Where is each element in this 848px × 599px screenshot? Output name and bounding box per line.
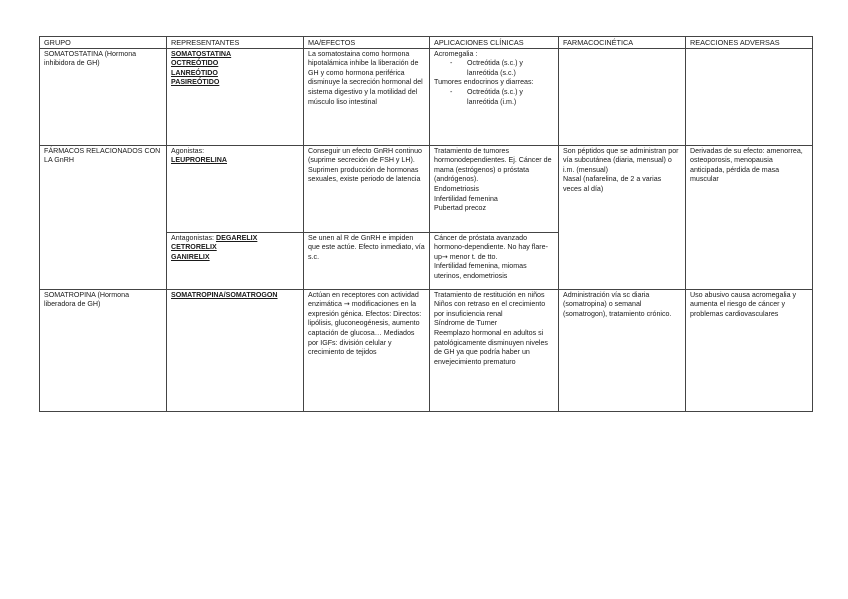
header-row [40, 37, 813, 49]
arrow-icon: → [343, 300, 350, 309]
cell-aplicaciones [430, 48, 559, 145]
cell-grupo: SOMATROPINA (Hormona liberadora de GH) [40, 289, 167, 411]
cell-representantes [167, 48, 304, 145]
cell-aplicaciones [430, 289, 559, 411]
apl-heading: Acromegalia : [434, 49, 478, 58]
apl-heading: Tumores endocrinos y diarreas: [434, 78, 534, 87]
agonistas-label: Agonistas: [171, 146, 205, 155]
antagonistas-line [171, 234, 299, 244]
header-representantes: REPRESENTANTES [167, 37, 304, 49]
row-gnrh-agonistas [40, 145, 813, 232]
row-somatropina [40, 289, 813, 411]
apl-bullet-text: Octreótida (s.c.) y lanreótida (s.c.) [467, 59, 523, 77]
cell-grupo: SOMATOSTATINA (Hormona inhibidora de GH) [40, 48, 167, 145]
cell-representantes [167, 289, 304, 411]
dash-bullet: - [450, 87, 453, 96]
row-somatostatina [40, 48, 813, 145]
apl-line [434, 234, 554, 263]
apl-text: Cáncer de próstata avanzado hormono-dependiente. No hay flare-up [434, 233, 548, 261]
cell-representantes [167, 145, 304, 232]
cell-ma-efectos: La somatostaina como hormona hipotalámica inhibe la liberación de GH y como hormona periférica disminuye la secreción hormonal del sistema digestivo y la motilidad del músculo liso intestinal [304, 48, 430, 145]
apl-line: Infertilidad femenina, miomas uterinos, endometriosis [434, 262, 527, 280]
drug-name: SOMATROPINA/SOMATROGON [171, 290, 278, 299]
cell-grupo: FÁRMACOS RELACIONADOS CON LA GnRH [40, 145, 167, 289]
apl-bullet-text: Octreótida (s.c.) y lanreótida (i.m.) [467, 87, 523, 106]
cell-farmacocinetica [559, 48, 686, 145]
arrow-icon: → [441, 252, 448, 261]
drug-name: LEUPRORELINA [171, 156, 227, 165]
cell-ma-efectos [304, 289, 430, 411]
cell-ma-efectos: Se unen al R de GnRH e impiden que este actúe. Efecto inmediato, vía s.c. [304, 232, 430, 289]
header-grupo: GRUPO [40, 37, 167, 49]
header-ma-efectos: MA/EFECTOS [304, 37, 430, 49]
apl-line: Tratamiento de tumores hormonodependientes. Ej. Cáncer de mama (estrógenos) o próstata (andrógenos). [434, 146, 552, 184]
apl-line: Endometriosis [434, 184, 479, 193]
cell-representantes [167, 232, 304, 289]
header-aplicaciones: APLICACIONES CLÍNICAS [430, 37, 559, 49]
drug-name: SOMATOSTATINA [171, 49, 232, 58]
drug-name: CETRORELIX [171, 243, 217, 252]
antagonistas-label: Antagonistas: [171, 233, 216, 242]
cell-reacciones [686, 48, 813, 145]
pharmacology-table [39, 36, 813, 412]
apl-line: Tratamiento de restitución en niños [434, 290, 545, 299]
apl-text: menor t. de tto. [447, 252, 498, 261]
dash-bullet: - [450, 59, 453, 68]
cell-farmacocinetica: Administración vía sc diaria (somatropina) o semanal (somatrogon), tratamiento crónico. [559, 289, 686, 411]
ma-text: Actúan en receptores con actividad enzimática [308, 290, 419, 309]
apl-line: Síndrome de Turner [434, 319, 498, 328]
drug-name: GANIRELIX [171, 252, 210, 261]
apl-bullet [434, 88, 554, 107]
apl-line: Reemplazo hormonal en adultos si patológicamente disminuyen niveles de GH ya que podría haber un envejecimiento prematuro [434, 328, 548, 366]
cell-ma-efectos: Conseguir un efecto GnRH continuo (suprime secreción de FSH y LH). Suprimen producción de hormonas sexuales, existe periodo de latencia [304, 145, 430, 232]
cell-reacciones: Uso abusivo causa acromegalia y aumenta el riesgo de cáncer y problemas cardiovasculares [686, 289, 813, 411]
cell-aplicaciones [430, 145, 559, 232]
cell-reacciones: Derivadas de su efecto: amenorrea, osteoporosis, menopausia anticipada, pérdida de masa muscular [686, 145, 813, 289]
apl-line: Pubertad precoz [434, 204, 487, 213]
drug-name: DEGARELIX [215, 233, 258, 242]
cell-farmacocinetica [559, 145, 686, 289]
ma-text: modificaciones en la expresión génica. Efectos: Directos: lipólisis, gluconeogénesis, aumento captación de glucosa… Mediados por IGFs: división celular y crecimiento de tejidos [308, 300, 422, 357]
apl-line: Niños con retraso en el crecimiento por insuficiencia renal [434, 300, 546, 318]
drug-name: LANREÓTIDO [171, 68, 218, 77]
header-farmacocinetica: FARMACOCINÉTICA [559, 37, 686, 49]
farm-line: Son péptidos que se administran por vía subcutánea (diaria, mensual) o i.m. (mensual) [563, 146, 679, 174]
drug-name: PASIREÓTIDO [171, 78, 220, 87]
cell-aplicaciones [430, 232, 559, 289]
drug-name: OCTREÓTIDO [171, 59, 219, 68]
apl-bullet [434, 59, 554, 78]
apl-line: Infertilidad femenina [434, 194, 498, 203]
farm-line: Nasal (nafarelina, de 2 a varias veces al día) [563, 175, 662, 193]
header-reacciones: REACCIONES ADVERSAS [686, 37, 813, 49]
